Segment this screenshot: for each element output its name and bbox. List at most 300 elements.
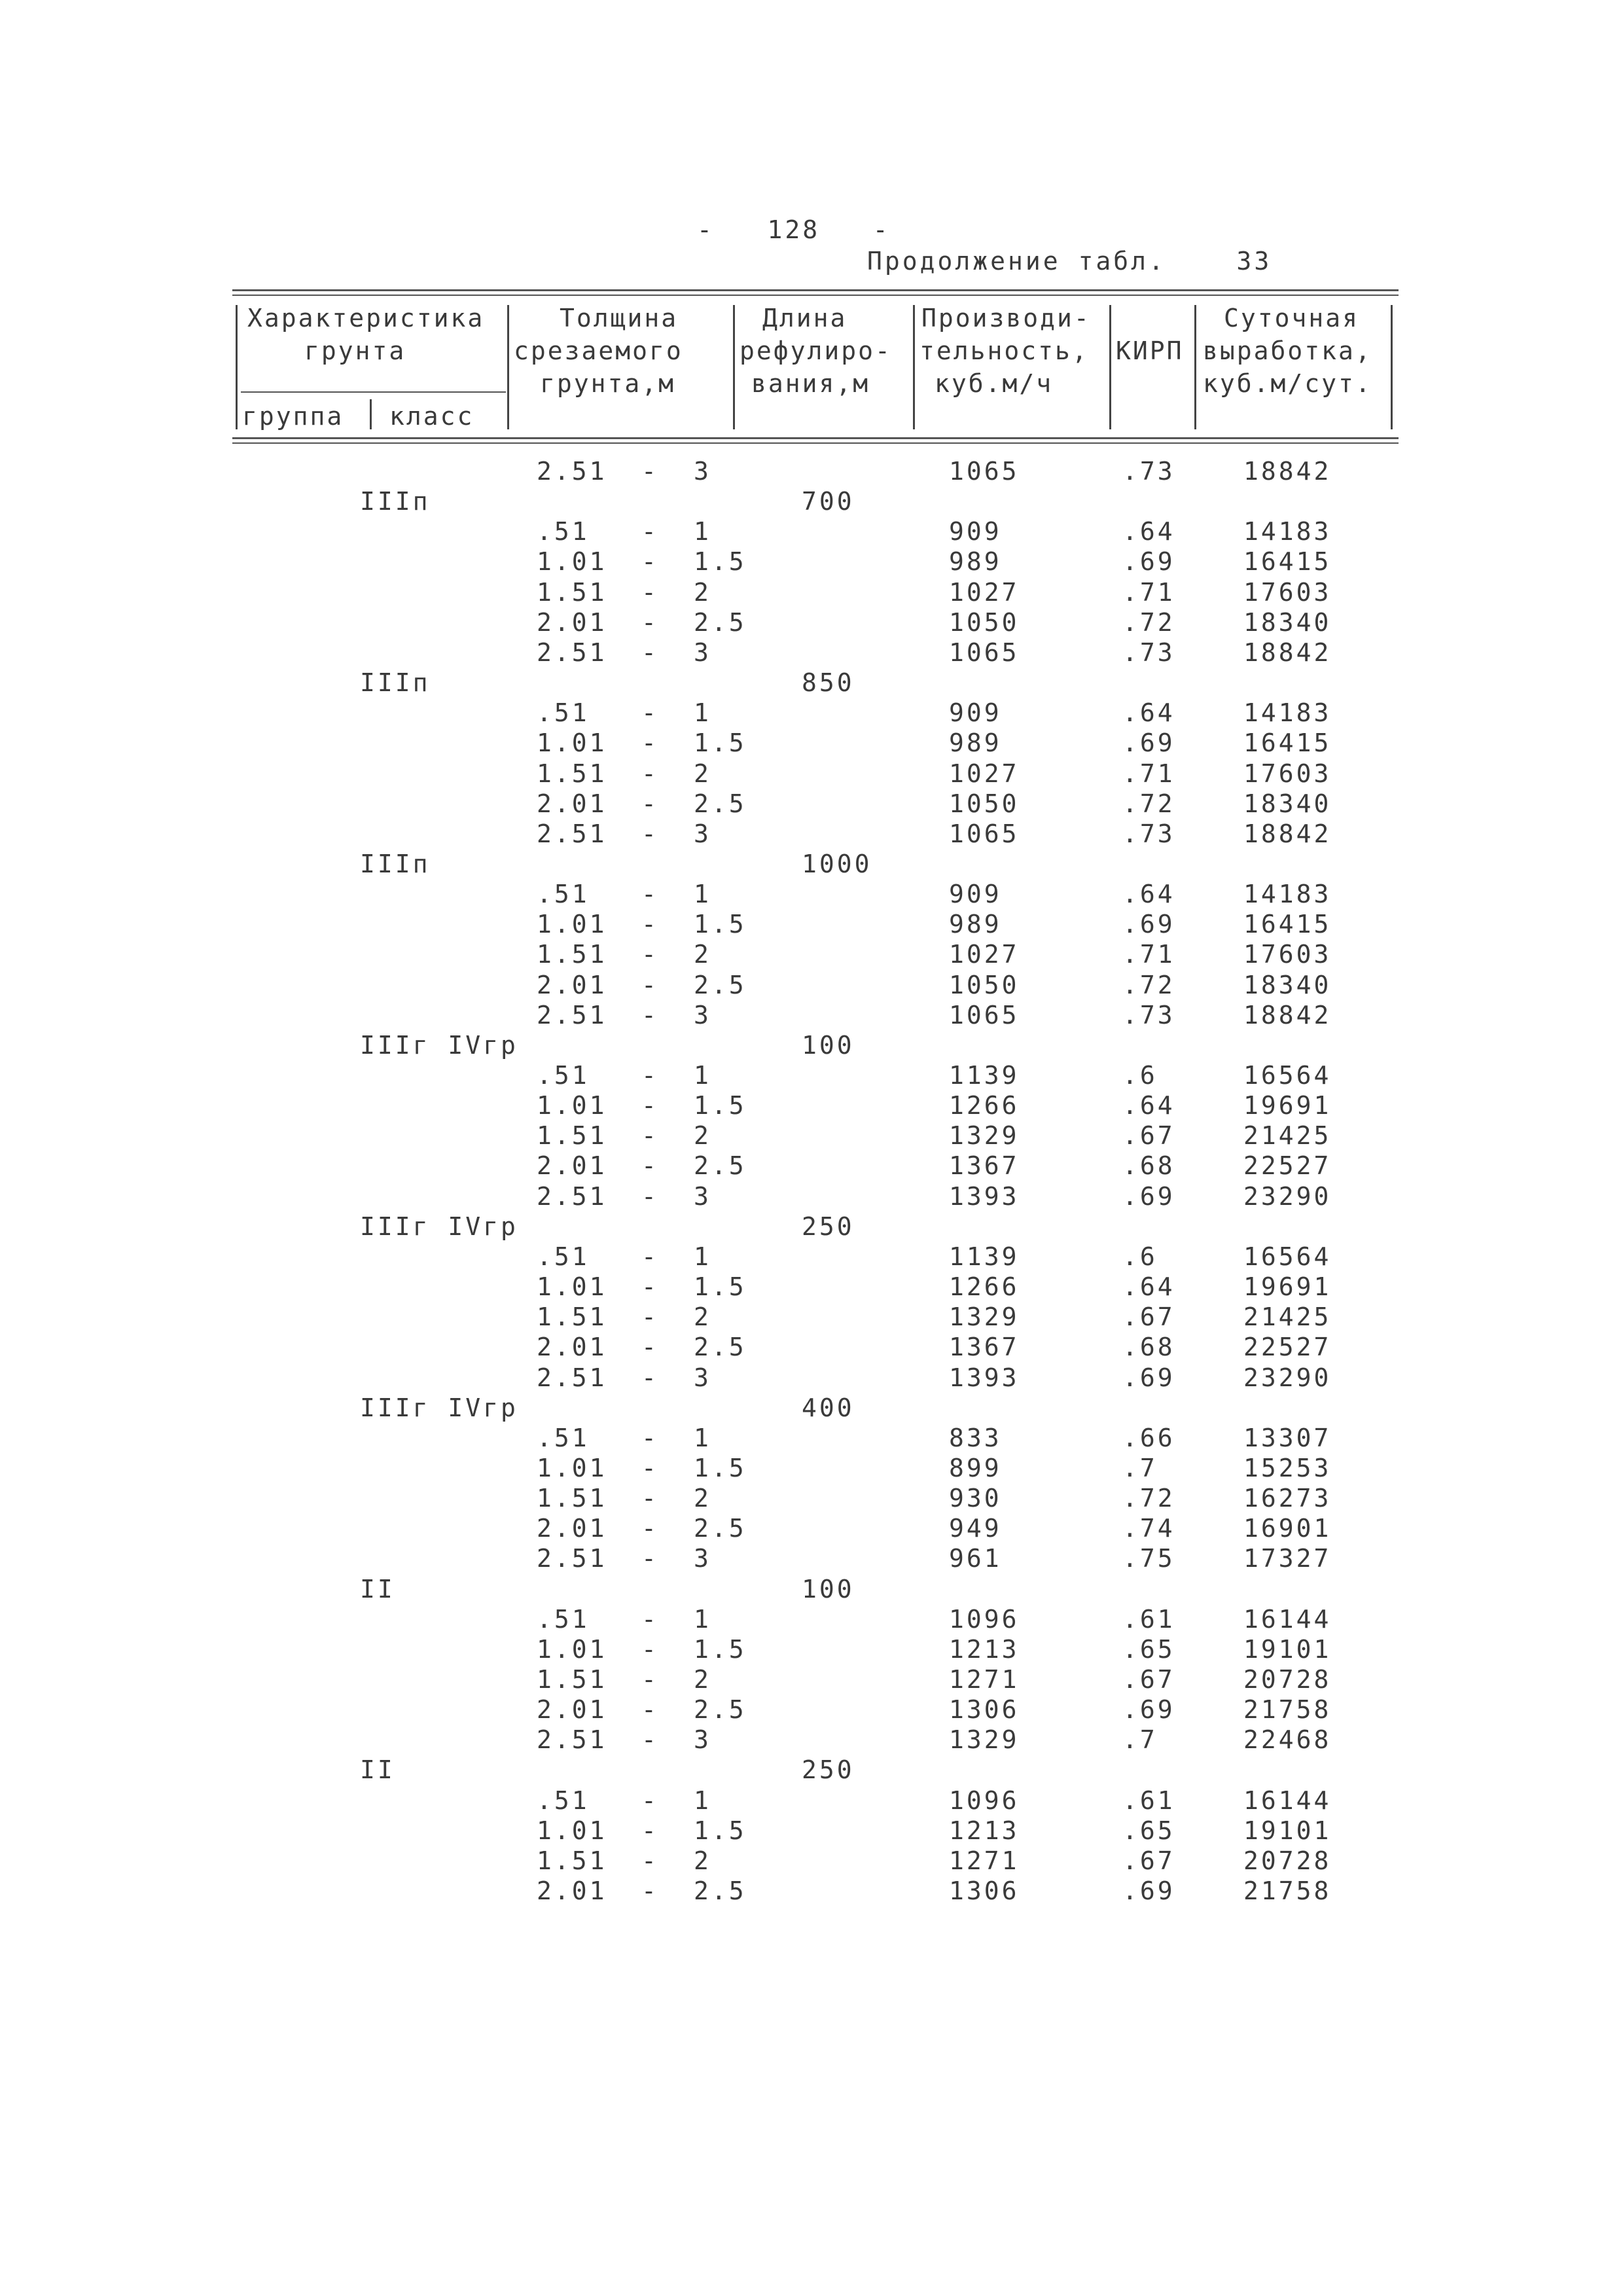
cell-daily-output: 16144	[1243, 1786, 1332, 1815]
header-kirp: КИРП	[1116, 336, 1184, 365]
table-group-row	[0, 1755, 1623, 1785]
cell-daily-output: 22527	[1243, 1151, 1332, 1180]
cell-thickness-to: 1	[694, 1786, 711, 1815]
cell-thickness-from: 2.51	[537, 1363, 607, 1392]
cell-range-dash: -	[641, 1605, 659, 1634]
cell-productivity: 1065	[949, 819, 1020, 848]
cell-soil-group: IIIп	[360, 487, 431, 516]
cell-kirp: .67	[1122, 1302, 1175, 1331]
cell-kirp: .7	[1122, 1725, 1158, 1754]
cell-range-dash: -	[641, 1454, 659, 1482]
cell-daily-output: 21425	[1243, 1121, 1332, 1150]
cell-productivity: 989	[949, 547, 1002, 576]
cell-thickness-to: 1.5	[694, 1635, 747, 1664]
header-length: Длина	[762, 304, 847, 332]
header-characteristic: Характеристика	[247, 304, 485, 332]
table-row	[0, 819, 1623, 849]
cell-productivity: 1393	[949, 1363, 1020, 1392]
cell-productivity: 1213	[949, 1635, 1020, 1664]
cell-thickness-from: 2.01	[537, 1514, 607, 1543]
cell-thickness-to: 3	[694, 819, 711, 848]
cell-productivity: 1329	[949, 1302, 1020, 1331]
table-row	[0, 607, 1623, 637]
cell-productivity: 1096	[949, 1605, 1020, 1634]
cell-range-dash: -	[641, 1695, 659, 1724]
cell-daily-output: 16144	[1243, 1605, 1332, 1634]
cell-thickness-to: 1.5	[694, 1091, 747, 1120]
cell-kirp: .65	[1122, 1635, 1175, 1664]
table-row	[0, 516, 1623, 547]
cell-kirp: .72	[1122, 789, 1175, 818]
cell-pumping-length: 700	[802, 487, 855, 516]
cell-thickness-from: .51	[537, 698, 590, 727]
cell-kirp: .73	[1122, 1001, 1175, 1030]
cell-kirp: .67	[1122, 1846, 1175, 1875]
cell-thickness-from: 1.51	[537, 1846, 607, 1875]
cell-range-dash: -	[641, 1816, 659, 1845]
cell-productivity: 1065	[949, 1001, 1020, 1030]
cell-pumping-length: 250	[802, 1755, 855, 1784]
page-number: - 128 -	[697, 215, 891, 244]
cell-soil-group: II	[360, 1755, 395, 1784]
cell-kirp: .7	[1122, 1454, 1158, 1482]
cell-thickness-from: 2.51	[537, 1182, 607, 1211]
cell-kirp: .67	[1122, 1665, 1175, 1694]
cell-daily-output: 17603	[1243, 940, 1332, 969]
cell-productivity: 909	[949, 517, 1002, 546]
header-length-m: вания,м	[751, 369, 870, 398]
cell-range-dash: -	[641, 759, 659, 788]
header-divider	[913, 305, 915, 429]
table-row	[0, 456, 1623, 486]
cell-kirp: .69	[1122, 910, 1175, 939]
cell-soil-group: IIIг IVгр	[360, 1031, 518, 1060]
cell-thickness-from: 1.51	[537, 759, 607, 788]
table-row	[0, 1181, 1623, 1211]
cell-kirp: .64	[1122, 698, 1175, 727]
cell-thickness-from: .51	[537, 1605, 590, 1634]
cell-thickness-from: .51	[537, 1424, 590, 1452]
cell-thickness-to: 3	[694, 1544, 711, 1573]
table-row	[0, 1664, 1623, 1695]
table-row	[0, 698, 1623, 728]
cell-thickness-to: 2	[694, 1665, 711, 1694]
cell-thickness-from: 2.01	[537, 1695, 607, 1724]
cell-daily-output: 18842	[1243, 819, 1332, 848]
cell-range-dash: -	[641, 1333, 659, 1361]
table-row	[0, 1060, 1623, 1090]
table-row	[0, 879, 1623, 909]
table-row	[0, 789, 1623, 819]
cell-daily-output: 21758	[1243, 1695, 1332, 1724]
table-row	[0, 1363, 1623, 1393]
cell-thickness-to: 2.5	[694, 1514, 747, 1543]
cell-range-dash: -	[641, 1544, 659, 1573]
cell-daily-output: 16415	[1243, 910, 1332, 939]
cell-kirp: .64	[1122, 880, 1175, 908]
cell-kirp: .71	[1122, 578, 1175, 607]
cell-productivity: 1266	[949, 1272, 1020, 1301]
cell-daily-output: 18842	[1243, 638, 1332, 667]
cell-daily-output: 21425	[1243, 1302, 1332, 1331]
cell-pumping-length: 250	[802, 1212, 855, 1241]
cell-thickness-to: 3	[694, 1001, 711, 1030]
cell-daily-output: 17327	[1243, 1544, 1332, 1573]
cell-thickness-from: 2.51	[537, 638, 607, 667]
cell-daily-output: 16273	[1243, 1484, 1332, 1513]
cell-kirp: .69	[1122, 547, 1175, 576]
header-divider	[507, 305, 509, 429]
cell-thickness-to: 3	[694, 1725, 711, 1754]
cell-kirp: .73	[1122, 457, 1175, 486]
cell-thickness-to: 1.5	[694, 1272, 747, 1301]
cell-productivity: 1367	[949, 1333, 1020, 1361]
cell-thickness-from: 1.51	[537, 940, 607, 969]
table-continuation-caption: Продолжение табл. 33	[867, 247, 1272, 276]
table-row	[0, 1695, 1623, 1725]
cell-thickness-from: .51	[537, 1242, 590, 1271]
cell-range-dash: -	[641, 940, 659, 969]
cell-daily-output: 14183	[1243, 517, 1332, 546]
table-row	[0, 1513, 1623, 1543]
cell-thickness-from: 1.01	[537, 1816, 607, 1845]
cell-thickness-to: 1	[694, 1242, 711, 1271]
cell-daily-output: 16415	[1243, 547, 1332, 576]
cell-thickness-to: 2	[694, 1302, 711, 1331]
cell-thickness-from: 2.01	[537, 608, 607, 637]
header-soil-m: грунта,м	[540, 369, 676, 398]
cell-pumping-length: 850	[802, 668, 855, 697]
cell-range-dash: -	[641, 1182, 659, 1211]
cell-soil-group: IIIп	[360, 850, 431, 878]
cell-range-dash: -	[641, 1091, 659, 1120]
cell-pumping-length: 100	[802, 1575, 855, 1604]
cell-range-dash: -	[641, 1484, 659, 1513]
table-row	[0, 1090, 1623, 1121]
cell-productivity: 1065	[949, 638, 1020, 667]
cell-range-dash: -	[641, 1786, 659, 1815]
table-top-rule	[232, 289, 1399, 291]
cell-thickness-from: 1.51	[537, 578, 607, 607]
cell-kirp: .71	[1122, 759, 1175, 788]
cell-range-dash: -	[641, 1363, 659, 1392]
cell-range-dash: -	[641, 910, 659, 939]
cell-thickness-to: 2	[694, 578, 711, 607]
cell-kirp: .72	[1122, 608, 1175, 637]
cell-range-dash: -	[641, 1061, 659, 1090]
cell-range-dash: -	[641, 1876, 659, 1905]
cell-range-dash: -	[641, 1151, 659, 1180]
cell-thickness-to: 1.5	[694, 910, 747, 939]
header-soil: грунта	[304, 336, 406, 365]
header-cut-soil: срезаемого	[514, 336, 683, 365]
cell-daily-output: 13307	[1243, 1424, 1332, 1452]
cell-range-dash: -	[641, 1272, 659, 1301]
cell-thickness-from: 2.01	[537, 1151, 607, 1180]
cell-soil-group: IIIп	[360, 668, 431, 697]
cell-range-dash: -	[641, 608, 659, 637]
cell-productivity: 1027	[949, 940, 1020, 969]
table-row	[0, 1453, 1623, 1483]
header-class: класс	[389, 402, 474, 431]
cell-thickness-to: 1	[694, 880, 711, 908]
cell-thickness-to: 3	[694, 457, 711, 486]
table-top-rule-double	[232, 295, 1399, 296]
cell-productivity: 899	[949, 1454, 1002, 1482]
cell-productivity: 1050	[949, 608, 1020, 637]
header-divider	[1391, 305, 1393, 429]
cell-daily-output: 16564	[1243, 1242, 1332, 1271]
cell-daily-output: 17603	[1243, 759, 1332, 788]
cell-thickness-from: .51	[537, 1786, 590, 1815]
cell-kirp: .69	[1122, 1876, 1175, 1905]
table-row	[0, 939, 1623, 969]
cell-range-dash: -	[641, 578, 659, 607]
cell-thickness-to: 2.5	[694, 789, 747, 818]
cell-daily-output: 16415	[1243, 728, 1332, 757]
header-subrule	[241, 391, 506, 393]
cell-productivity: 1306	[949, 1876, 1020, 1905]
header-divider	[236, 305, 238, 429]
table-row	[0, 1816, 1623, 1846]
cell-productivity: 1213	[949, 1816, 1020, 1845]
cell-thickness-to: 3	[694, 1182, 711, 1211]
cell-productivity: 1027	[949, 759, 1020, 788]
cell-range-dash: -	[641, 517, 659, 546]
cell-daily-output: 22527	[1243, 1333, 1332, 1361]
cell-productivity: 1329	[949, 1121, 1020, 1150]
table-row	[0, 577, 1623, 607]
cell-thickness-from: 1.01	[537, 910, 607, 939]
cell-daily-output: 18842	[1243, 1001, 1332, 1030]
table-row	[0, 547, 1623, 577]
table-row	[0, 909, 1623, 939]
cell-daily-output: 18340	[1243, 789, 1332, 818]
cell-kirp: .69	[1122, 1182, 1175, 1211]
cell-thickness-to: 2.5	[694, 608, 747, 637]
cell-thickness-from: 2.01	[537, 789, 607, 818]
cell-productivity: 949	[949, 1514, 1002, 1543]
cell-kirp: .64	[1122, 1272, 1175, 1301]
cell-kirp: .6	[1122, 1242, 1158, 1271]
cell-kirp: .71	[1122, 940, 1175, 969]
table-row	[0, 1725, 1623, 1755]
cell-daily-output: 15253	[1243, 1454, 1332, 1482]
cell-daily-output: 14183	[1243, 880, 1332, 908]
cell-soil-group: IIIг IVгр	[360, 1393, 518, 1422]
cell-thickness-from: 1.01	[537, 728, 607, 757]
cell-thickness-to: 2.5	[694, 1151, 747, 1180]
cell-productivity: 961	[949, 1544, 1002, 1573]
cell-thickness-to: 1.5	[694, 728, 747, 757]
table-row	[0, 1876, 1623, 1906]
table-row	[0, 1543, 1623, 1573]
cell-productivity: 1027	[949, 578, 1020, 607]
cell-thickness-to: 2.5	[694, 1333, 747, 1361]
cell-range-dash: -	[641, 698, 659, 727]
cell-thickness-from: 2.01	[537, 971, 607, 999]
table-row	[0, 1604, 1623, 1634]
table-group-row	[0, 849, 1623, 879]
cell-daily-output: 20728	[1243, 1665, 1332, 1694]
cell-daily-output: 23290	[1243, 1363, 1332, 1392]
cell-pumping-length: 400	[802, 1393, 855, 1422]
cell-range-dash: -	[641, 880, 659, 908]
header-productivity-2: тельность,	[919, 336, 1089, 365]
cell-range-dash: -	[641, 1725, 659, 1754]
cell-range-dash: -	[641, 1665, 659, 1694]
cell-range-dash: -	[641, 971, 659, 999]
cell-thickness-to: 2.5	[694, 1876, 747, 1905]
cell-daily-output: 19101	[1243, 1635, 1332, 1664]
cell-kirp: .67	[1122, 1121, 1175, 1150]
table-group-row	[0, 1211, 1623, 1242]
cell-thickness-from: 2.01	[537, 1876, 607, 1905]
table-row	[0, 1846, 1623, 1876]
table-group-row	[0, 668, 1623, 698]
cell-kirp: .66	[1122, 1424, 1175, 1452]
header-productivity: Производи-	[921, 304, 1091, 332]
cell-kirp: .6	[1122, 1061, 1158, 1090]
cell-kirp: .61	[1122, 1605, 1175, 1634]
table-row	[0, 1423, 1623, 1453]
cell-thickness-from: 1.51	[537, 1484, 607, 1513]
cell-range-dash: -	[641, 1846, 659, 1875]
cell-thickness-to: 1.5	[694, 547, 747, 576]
cell-thickness-to: 1	[694, 517, 711, 546]
table-row	[0, 1242, 1623, 1272]
cell-range-dash: -	[641, 1242, 659, 1271]
table-group-row	[0, 486, 1623, 516]
cell-kirp: .73	[1122, 819, 1175, 848]
cell-thickness-to: 2	[694, 940, 711, 969]
table-row	[0, 1272, 1623, 1302]
header-daily: Суточная	[1224, 304, 1360, 332]
cell-range-dash: -	[641, 728, 659, 757]
cell-productivity: 1050	[949, 789, 1020, 818]
table-group-row	[0, 1030, 1623, 1060]
cell-productivity: 930	[949, 1484, 1002, 1513]
cell-daily-output: 16564	[1243, 1061, 1332, 1090]
table-row	[0, 1332, 1623, 1362]
cell-range-dash: -	[641, 819, 659, 848]
cell-daily-output: 19691	[1243, 1091, 1332, 1120]
cell-daily-output: 22468	[1243, 1725, 1332, 1754]
cell-productivity: 1393	[949, 1182, 1020, 1211]
cell-kirp: .72	[1122, 971, 1175, 999]
cell-range-dash: -	[641, 1302, 659, 1331]
cell-thickness-to: 2.5	[694, 1695, 747, 1724]
cell-productivity: 1266	[949, 1091, 1020, 1120]
table-row	[0, 1483, 1623, 1513]
cell-range-dash: -	[641, 1424, 659, 1452]
table-row	[0, 970, 1623, 1000]
cell-daily-output: 17603	[1243, 578, 1332, 607]
cell-productivity: 989	[949, 910, 1002, 939]
cell-productivity: 1139	[949, 1061, 1020, 1090]
cell-thickness-to: 3	[694, 1363, 711, 1392]
header-divider	[733, 305, 735, 429]
cell-kirp: .68	[1122, 1151, 1175, 1180]
cell-thickness-from: .51	[537, 1061, 590, 1090]
cell-thickness-from: 1.01	[537, 1091, 607, 1120]
cell-kirp: .73	[1122, 638, 1175, 667]
cell-range-dash: -	[641, 1514, 659, 1543]
cell-thickness-from: .51	[537, 517, 590, 546]
cell-daily-output: 20728	[1243, 1846, 1332, 1875]
cell-range-dash: -	[641, 1121, 659, 1150]
cell-thickness-from: 2.51	[537, 1725, 607, 1754]
cell-soil-group: II	[360, 1575, 395, 1604]
cell-thickness-to: 1	[694, 1061, 711, 1090]
cell-thickness-from: 1.51	[537, 1665, 607, 1694]
cell-daily-output: 14183	[1243, 698, 1332, 727]
cell-thickness-to: 2	[694, 1121, 711, 1150]
cell-thickness-from: 1.01	[537, 1635, 607, 1664]
cell-thickness-to: 1	[694, 698, 711, 727]
cell-range-dash: -	[641, 547, 659, 576]
table-row	[0, 1302, 1623, 1332]
cell-productivity: 1329	[949, 1725, 1020, 1754]
cell-productivity: 1139	[949, 1242, 1020, 1271]
cell-daily-output: 16901	[1243, 1514, 1332, 1543]
header-refulation: рефулиро-	[740, 336, 892, 365]
cell-range-dash: -	[641, 638, 659, 667]
table-row	[0, 1121, 1623, 1151]
cell-kirp: .72	[1122, 1484, 1175, 1513]
cell-thickness-from: 1.51	[537, 1302, 607, 1331]
cell-thickness-to: 2.5	[694, 971, 747, 999]
cell-daily-output: 18842	[1243, 457, 1332, 486]
cell-kirp: .65	[1122, 1816, 1175, 1845]
table-row	[0, 1634, 1623, 1664]
cell-soil-group: IIIг IVгр	[360, 1212, 518, 1241]
table-group-row	[0, 1393, 1623, 1423]
cell-range-dash: -	[641, 457, 659, 486]
cell-thickness-from: .51	[537, 880, 590, 908]
table-group-row	[0, 1574, 1623, 1604]
cell-kirp: .61	[1122, 1786, 1175, 1815]
cell-pumping-length: 100	[802, 1031, 855, 1060]
header-divider	[1109, 305, 1111, 429]
cell-thickness-from: 2.51	[537, 819, 607, 848]
cell-thickness-to: 2	[694, 1846, 711, 1875]
cell-productivity: 989	[949, 728, 1002, 757]
cell-kirp: .69	[1122, 1363, 1175, 1392]
cell-productivity: 833	[949, 1424, 1002, 1452]
cell-kirp: .68	[1122, 1333, 1175, 1361]
cell-daily-output: 19101	[1243, 1816, 1332, 1845]
cell-thickness-from: 2.51	[537, 1001, 607, 1030]
cell-productivity: 909	[949, 880, 1002, 908]
cell-thickness-to: 1.5	[694, 1816, 747, 1845]
cell-thickness-to: 1.5	[694, 1454, 747, 1482]
cell-productivity: 1271	[949, 1846, 1020, 1875]
cell-daily-output: 19691	[1243, 1272, 1332, 1301]
cell-kirp: .69	[1122, 728, 1175, 757]
cell-kirp: .74	[1122, 1514, 1175, 1543]
header-thickness: Толщина	[560, 304, 679, 332]
cell-daily-output: 18340	[1243, 971, 1332, 999]
header-bottom-rule-double	[232, 442, 1399, 444]
cell-productivity: 909	[949, 698, 1002, 727]
header-bottom-rule	[232, 437, 1399, 439]
cell-thickness-from: 1.51	[537, 1121, 607, 1150]
table-row	[0, 728, 1623, 758]
header-subdivider	[370, 399, 372, 429]
cell-range-dash: -	[641, 1635, 659, 1664]
table-row	[0, 1000, 1623, 1030]
